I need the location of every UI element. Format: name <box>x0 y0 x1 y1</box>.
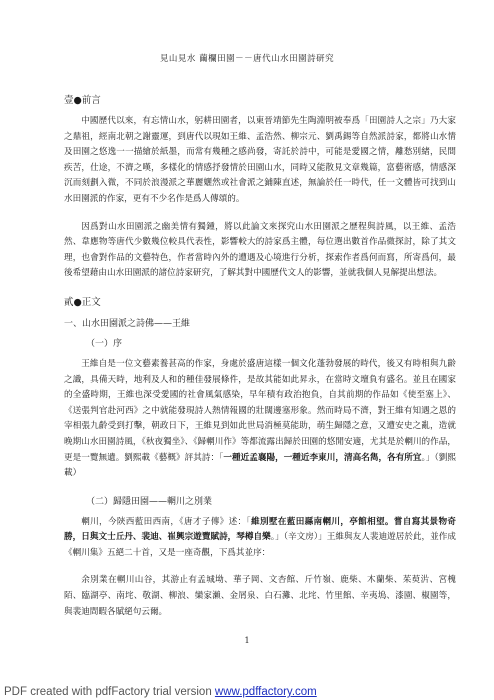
subsection-title-wangchuan: （二）歸隱田園——輞川之別業 <box>86 496 213 507</box>
body-content <box>64 92 456 620</box>
wangchuan-preface-text: 余別業在輞川山谷，其游止有孟城坳、華子岡、文杏館、斤竹嶺、鹿柴、木蘭柴、茱萸沜、宮槐陌、臨湖亭、南垞、敬湖、柳浪、欒家瀨、金屑泉、白石灘、北垞、竹里館、辛夷塢、漆園、椒園等，與裴迪間暇各賦絕句云爾。 <box>64 575 456 617</box>
running-header: 見山見水 繭欄田園－－唐代山水田園詩研究 <box>159 54 335 64</box>
wangwei-text-a: 王維自是一位文藝素養甚高的作家，身處於盛唐這樣一個文化蓬勃發展的時代，後又有時相與九齡之識，具備天時，地利及人和的種佳發展條件，是故其能如此昇永，在當時文壇負有盛名。並且在國家的全盛時期，王維也深受愛國的社會風氣感染，早年積有政治抱負，自其前期的作品如《使至塞上》、《送張判官赴河西》之中就能發現詩人熱情報國的壯闊邊塞形象。然而時局不濟，對王維有知遇之恩的宰相張九齡受到打擊，朝政日下，王維見到如此世局消極莫能助，萌生歸隱之意，又遭安史之亂，造就晚期山水田園詩風，《秋夜獨坐》、《歸輞川作》等都流露出歸於田園的悠閒安適，尤其是於輞川的作品，更是一覽無遺。劉熙載《藝概》評其詩：「 <box>64 358 456 463</box>
section-title-preface: 壹●前言 <box>64 95 101 106</box>
wangchuan-text-b: 。」（辛文房）」王維與友人裴迪遊居於此，並作成《輞川集》五絕二十首，又是一座奇觀，下爲其並序： <box>64 532 456 558</box>
wangwei-paragraph <box>64 357 456 482</box>
wangwei-text-b: 。」（劉熙載） <box>64 452 457 479</box>
footer-link[interactable]: www.pdffactory.com <box>214 686 317 698</box>
footer-text: PDF created with pdfFactory trial version <box>4 686 215 698</box>
preface-paragraph-1: 中國歷代以來，有忘情山水，躬耕田園者，以東晉靖節先生陶淵明被奉爲「田園詩人之宗」乃大家之鼎祖，經南北朝之謝靈運，到唐代以現如王維、孟浩然、柳宗元、劉禹錫等自然派詩家，都將山水情及田園之悠逸一一描繪於紙墨，而常有幾種之感尚發，寄託於詩中，可能是愛國之情，離愁別緒，民間疾苦，仕途，不濟之嘆，多樣化的情感抒發情於田園山水，同時又能散見文章幾篇，富藝術感，情感深沉而刻劃入微，不同於浪漫派之華麗孋然或社會派之鋪陳直述，無論於任一時代，任一文體皆可找到山水田園派的作家，更有不少名作是爲人傳頌的。 <box>64 116 456 204</box>
section-title-main: 貳●正文 <box>64 296 101 308</box>
subsection-title-preface: （一）序 <box>86 338 123 349</box>
wangchuan-paragraph <box>64 515 456 562</box>
subsection-title-wangwei: 一、山水田園派之詩佛——王維 <box>64 318 191 329</box>
preface-paragraph-2: 因爲對山水田園派之幽美情有獨鍾，將以此論文來探究山水田園派之歷程與詩風，以王維、孟浩然、韋應物等唐代少數幾位較具代表性，影響較大的詩家爲主體，每位選出數首作品微探討，除了其文理，也會對作品的文藝特色，作者當時內外的遭遇及心境進行分析，探索作者爲何而寫，所寄爲何，最後希望藉由山水田園派的諸位詩家研究，了解其對中國歷代文人的影響，並就我個人見解提出想法。 <box>64 221 456 279</box>
pdf-footer <box>4 686 317 698</box>
wangwei-quote: 一種近孟襄陽，一種近李東川，清高名雋，各有所宜 <box>223 452 422 463</box>
page-number: 1 <box>244 636 250 645</box>
wangchuan-quote: 維別墅在藍田縣南輞川，亭館相望。嘗自寫其景物奇勝，日與文士丘丹、裴迪、崔興宗遊覽賦詩，琴樽自樂 <box>64 516 456 543</box>
wangchuan-text-a: 輞川，今陝西藍田西南，《唐才子傳》述：「 <box>81 516 252 527</box>
